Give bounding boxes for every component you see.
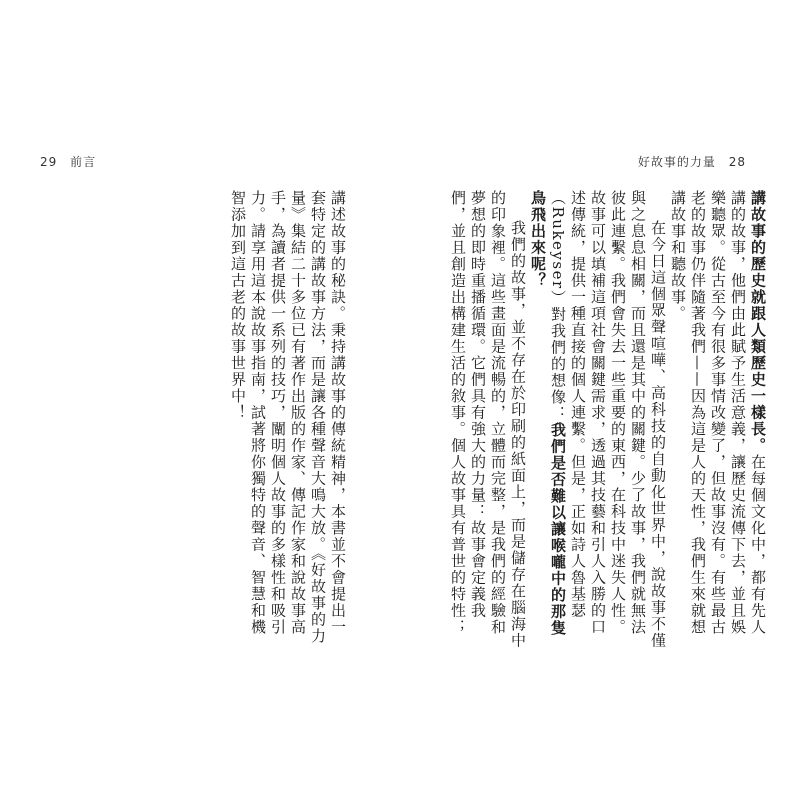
right-page-header (638, 153, 754, 170)
left-page-body (212, 190, 348, 650)
paragraph-2-text: 在今日這個眾聲喧嘩、高科技的自動化世界中，說故事不僅與之息息相關，而且還是其中的關鍵。少了故事，我們就無法彼此連繫。我們會失去一些重要的東西，在科技中迷失人性。故事可以填補這項社會關鍵需求，透過其技藝和引人入勝的口述傳統，提供一種直接的個人連繫。但是，正如詩人魯基瑟（Rukeyser）對我們的想像： (549, 190, 667, 649)
paragraph-5-text: 講述故事的秘訣。秉持講故事的傳統精神，本書並不會提出一套特定的講故事方法，而是讓各種聲音大鳴大放。《好故事的力量》集結二十多位已有著作出版的作家、傳記作家和說故事高手，為讀者提供一系列的技巧，闡明個人故事的多樣性和吸引力。請享用這本說故事指南，試著將你獨特的聲音、智慧和機智添加到這古老的故事世界中！ (229, 190, 347, 645)
right-page-number: 28 (728, 155, 746, 169)
paragraph-1-bold: 講故事的歷史就跟人類歷史一樣長。 (749, 190, 767, 454)
right-book-title: 好故事的力量 (637, 155, 716, 169)
paragraph-1-text: 在每個文化中，都有先人講的故事，他們由此賦予生活意義，讓歷史流傳下去，並且娛樂聽眾。從古至今有很多事情改變了，但故事沒有。有些最古老的故事仍伴隨著我們——因為這是人的天性，我們生來就想講故事和聽故事。 (669, 190, 767, 636)
left-chapter-title: 前言 (70, 155, 97, 169)
paragraph-2 (528, 190, 668, 650)
paragraph-3 (448, 190, 528, 650)
left-page-header (32, 153, 96, 170)
paragraph-1 (668, 190, 768, 650)
paragraph-5 (228, 190, 348, 650)
left-page-number: 29 (40, 155, 58, 169)
right-page-body (448, 190, 768, 650)
paragraph-3-text: 我們的故事，並不存在於印刷的紙面上，而是儲存在腦海中的印象裡。這些畫面是流暢的，立體而完整，是我們的經驗和夢想的即時重播循環。它們具有強大的力量：故事會定義我們，並且創造出構建生活的敘事。個人故事具有普世的特性； (449, 190, 527, 649)
paragraph-2-bold: 我們是否難以讓喉嚨中的那隻鳥飛出來呢？ (529, 190, 567, 637)
